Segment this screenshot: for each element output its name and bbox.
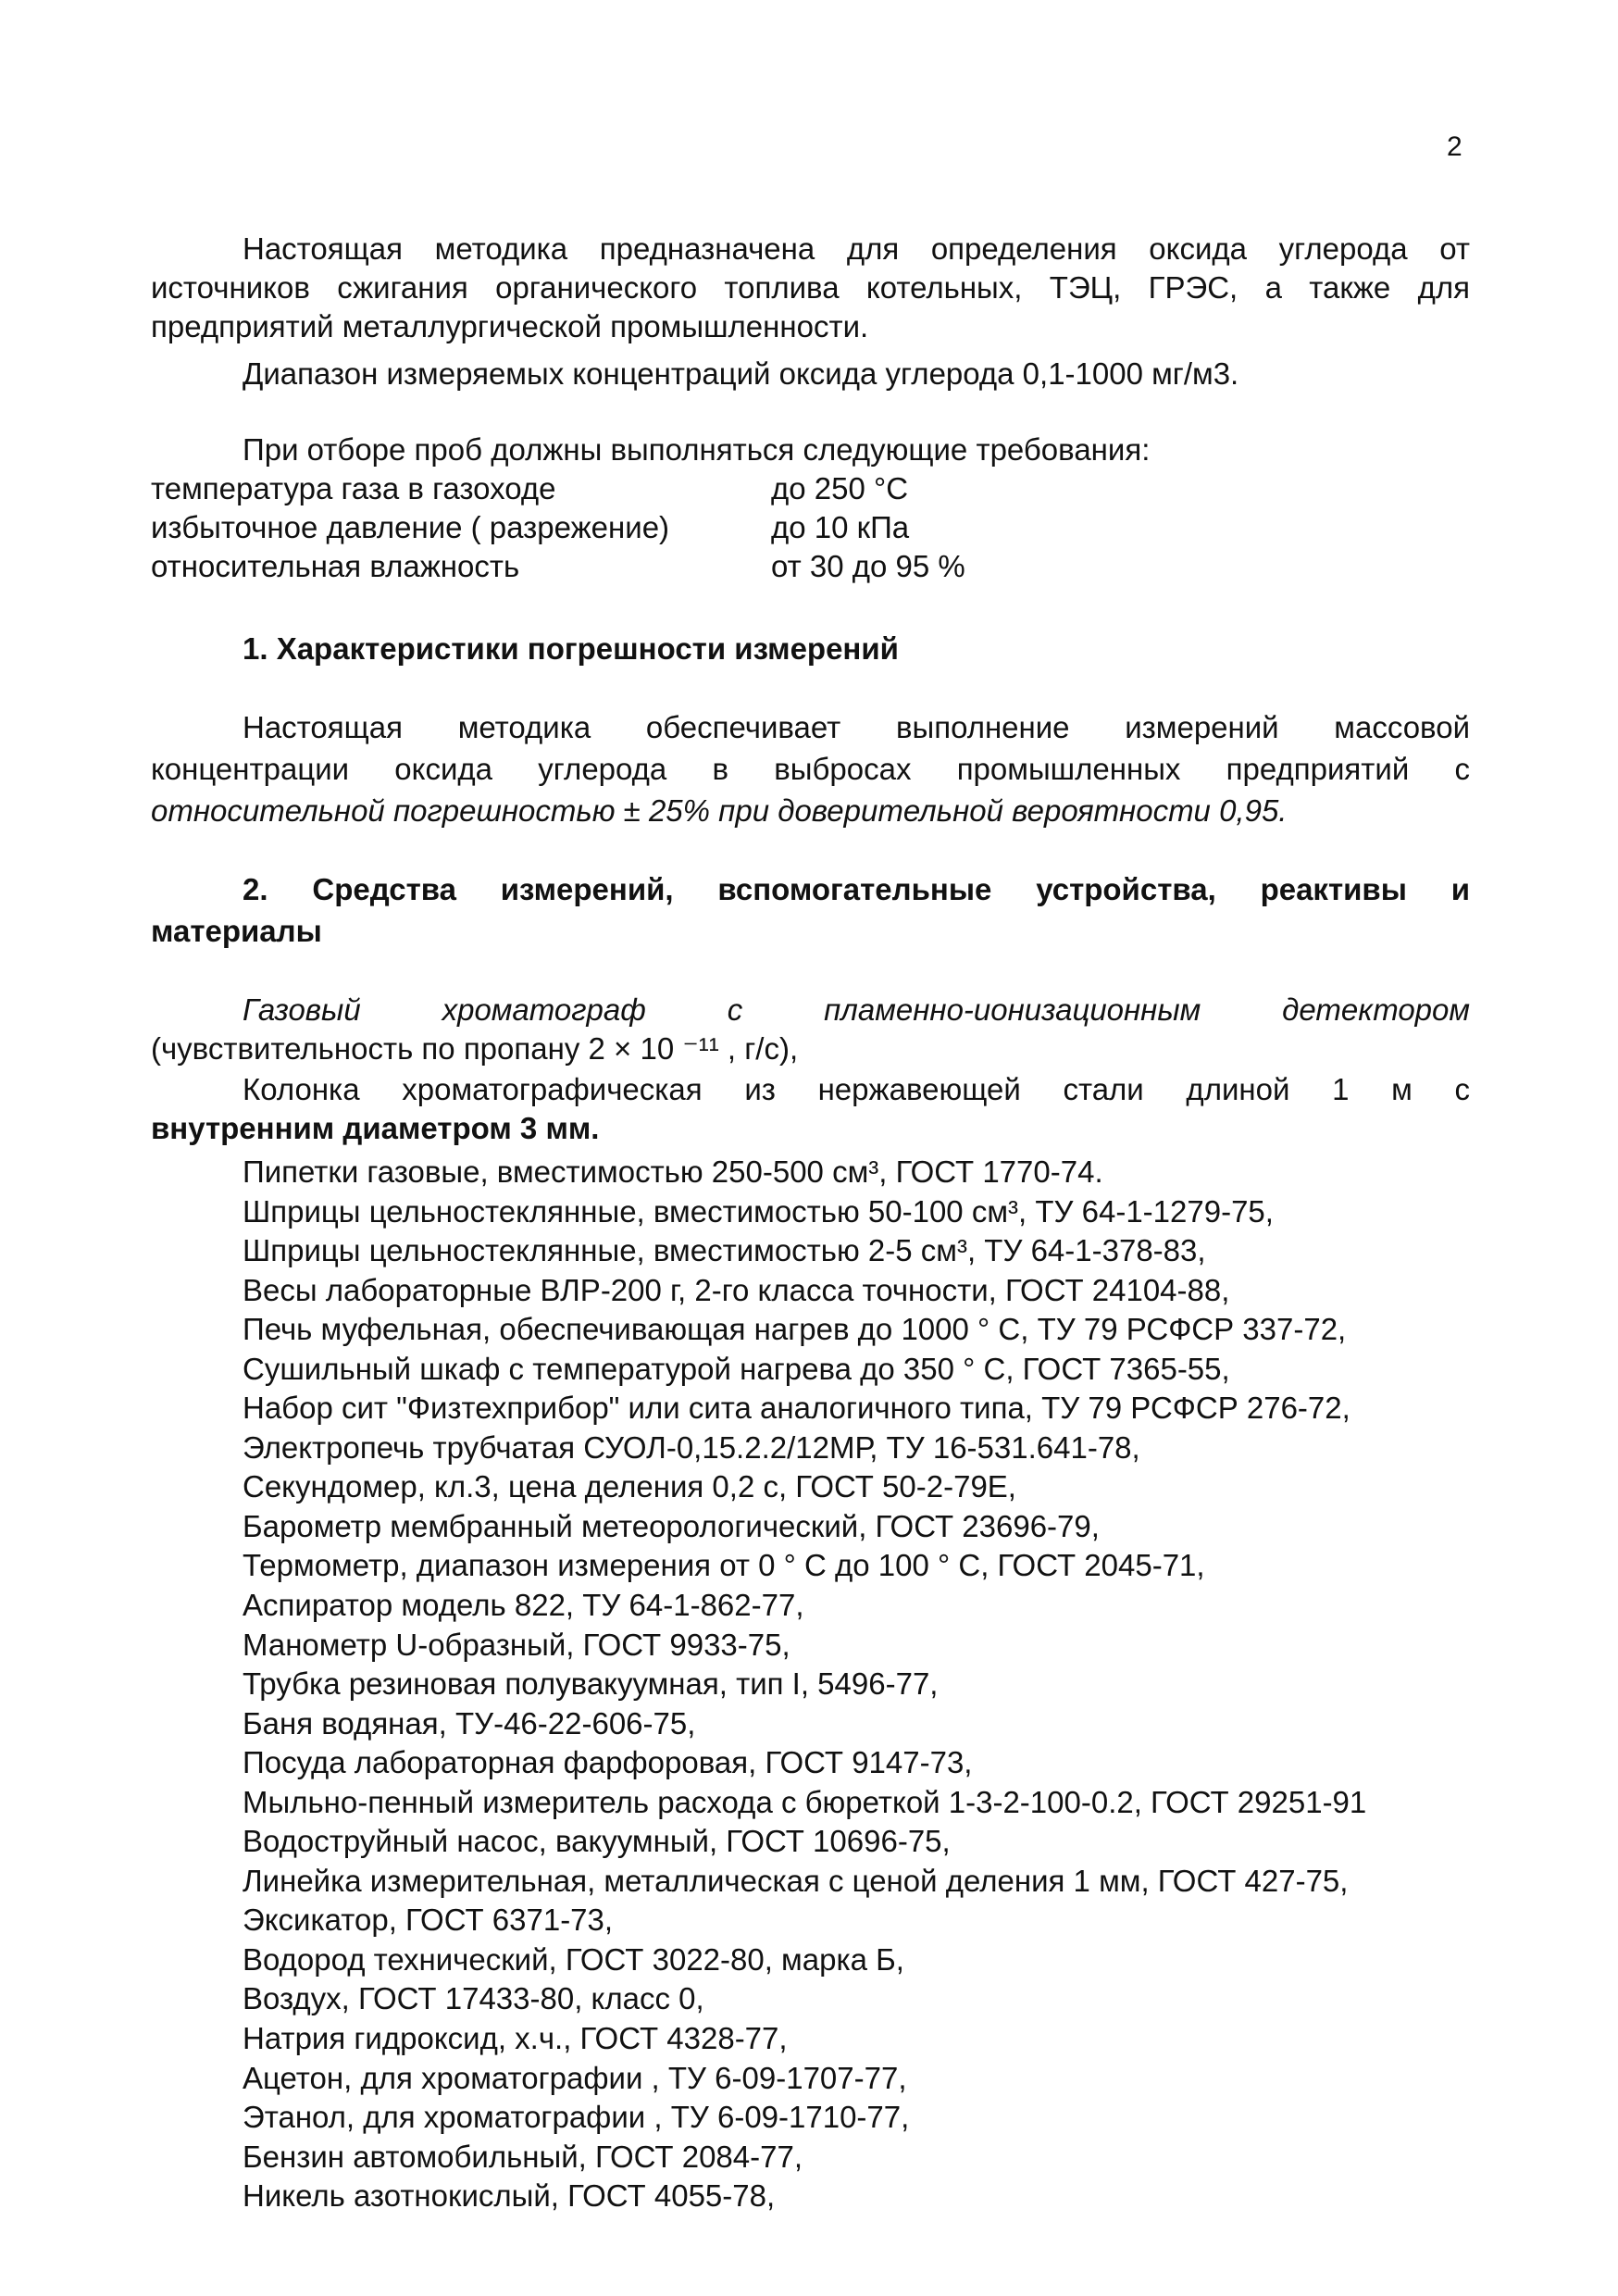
column-line-2: внутренним диаметром 3 мм. [151,1111,600,1145]
equipment-list [243,1153,1366,2216]
list-item: Линейка измерительная, металлическая с ценой деления 1 мм, ГОСТ 427-75, [243,1863,1349,1898]
list-item: Этанол, для хроматографии , ТУ 6-09-1710-77, [243,2100,910,2135]
page-number: 2 [1447,131,1462,162]
list-item: Пипетки газовые, вместимостью 250-500 см³, ГОСТ 1770-74. [243,1154,1103,1189]
section-2-title: 2. Средства измерений, вспомогательные устройства, реактивы и [243,872,1470,906]
section-1-line-1: Настоящая методика обеспечивает выполнение измерений массовой [243,710,1470,744]
list-item: Посуда лабораторная фарфоровая, ГОСТ 9147-73, [243,1745,973,1780]
list-item: Никель азотнокислый, ГОСТ 4055-78, [243,2178,776,2214]
intro-line-2: источников сжигания органического топлива котельных, ТЭЦ, ГРЭС, а также для [151,270,1470,305]
list-item: Шприцы цельностеклянные, вместимостью 2-5 см³, ТУ 64-1-378-83, [243,1233,1206,1268]
list-item: Набор сит "Физтехприбор" или сита аналогичного типа, ТУ 79 РСФСР 276-72, [243,1391,1350,1426]
section-1-line-3: относительной погрешностью ± 25% при доверительной вероятности 0,95. [151,793,1288,828]
gc-line-2: (чувствительность по пропану 2 × 10 ⁻¹¹ , г/с), [151,1031,799,1066]
list-item: Секундомер, кл.3, цена деления 0,2 с, ГОСТ 50-2-79Е, [243,1469,1016,1504]
list-item: Печь муфельная, обеспечивающая нагрев до 1000 ° С, ТУ 79 РСФСР 337-72, [243,1312,1347,1347]
intro-line-1: Настоящая методика предназначена для определения оксида углерода от [243,231,1470,266]
section-1-line-2: концентрации оксида углерода в выбросах промышленных предприятий с [151,752,1470,786]
list-item: Шприцы цельностеклянные, вместимостью 50-100 см³, ТУ 64-1-1279-75, [243,1193,1274,1229]
column-line-1: Колонка хроматографическая из нержавеющей стали длиной 1 м с [243,1072,1470,1106]
intro-line-3: предприятий металлургической промышленности. [151,309,869,343]
requirement-value: до 10 кПа [771,510,910,544]
requirement-value: до 250 °С [771,471,909,505]
list-item: Ацетон, для хроматографии , ТУ 6-09-1707-77, [243,2060,907,2095]
requirement-value: от 30 до 95 % [771,549,965,583]
list-item: Весы лабораторные ВЛР-200 г, 2-го класса точности, ГОСТ 24104-88, [243,1272,1230,1307]
list-item: Бензин автомобильный, ГОСТ 2084-77, [243,2139,803,2174]
list-item: Сушильный шкаф с температурой нагрева до 350 ° С, ГОСТ 7365-55, [243,1351,1230,1386]
list-item: Воздух, ГОСТ 17433-80, класс 0, [243,1981,704,2016]
list-item: Баня водяная, ТУ-46-22-606-75, [243,1705,696,1741]
list-item: Манометр U-образный, ГОСТ 9933-75, [243,1627,790,1662]
list-item: Электропечь трубчатая СУОЛ-0,15.2.2/12МР, ТУ 16-531.641-78, [243,1429,1140,1465]
list-item: Эксикатор, ГОСТ 6371-73, [243,1903,614,1938]
list-item: Водород технический, ГОСТ 3022-80, марка Б, [243,1941,904,1977]
list-item: Термометр, диапазон измерения от 0 ° С до 100 ° С, ГОСТ 2045-71, [243,1548,1205,1583]
list-item: Аспиратор модель 822, ТУ 64-1-862-77, [243,1588,804,1623]
requirements-heading: При отборе проб должны выполняться следующие требования: [243,432,1151,467]
list-item: Натрия гидроксид, х.ч., ГОСТ 4328-77, [243,2021,788,2056]
intro-line-4: Диапазон измеряемых концентраций оксида углерода 0,1-1000 мг/м3. [243,356,1239,391]
list-item: Водоструйный насос, вакуумный, ГОСТ 10696-75, [243,1824,951,1859]
requirement-param: относительная влажность [151,549,520,583]
list-item: Трубка резиновая полувакуумная, тип I, 5496-77, [243,1666,939,1702]
list-item: Мыльно-пенный измеритель расхода с бюреткой 1-3-2-100-0.2, ГОСТ 29251-91 [243,1784,1367,1819]
requirement-param: избыточное давление ( разрежение) [151,510,670,544]
section-1-title: 1. Характеристики погрешности измерений [243,631,899,666]
list-item: Барометр мембранный метеорологический, ГОСТ 23696-79, [243,1508,1100,1543]
gc-line-1: Газовый хроматограф с пламенно-ионизационным детектором [243,992,1470,1027]
requirement-param: температура газа в газоходе [151,471,556,505]
section-2-title-cont: материалы [151,914,322,948]
